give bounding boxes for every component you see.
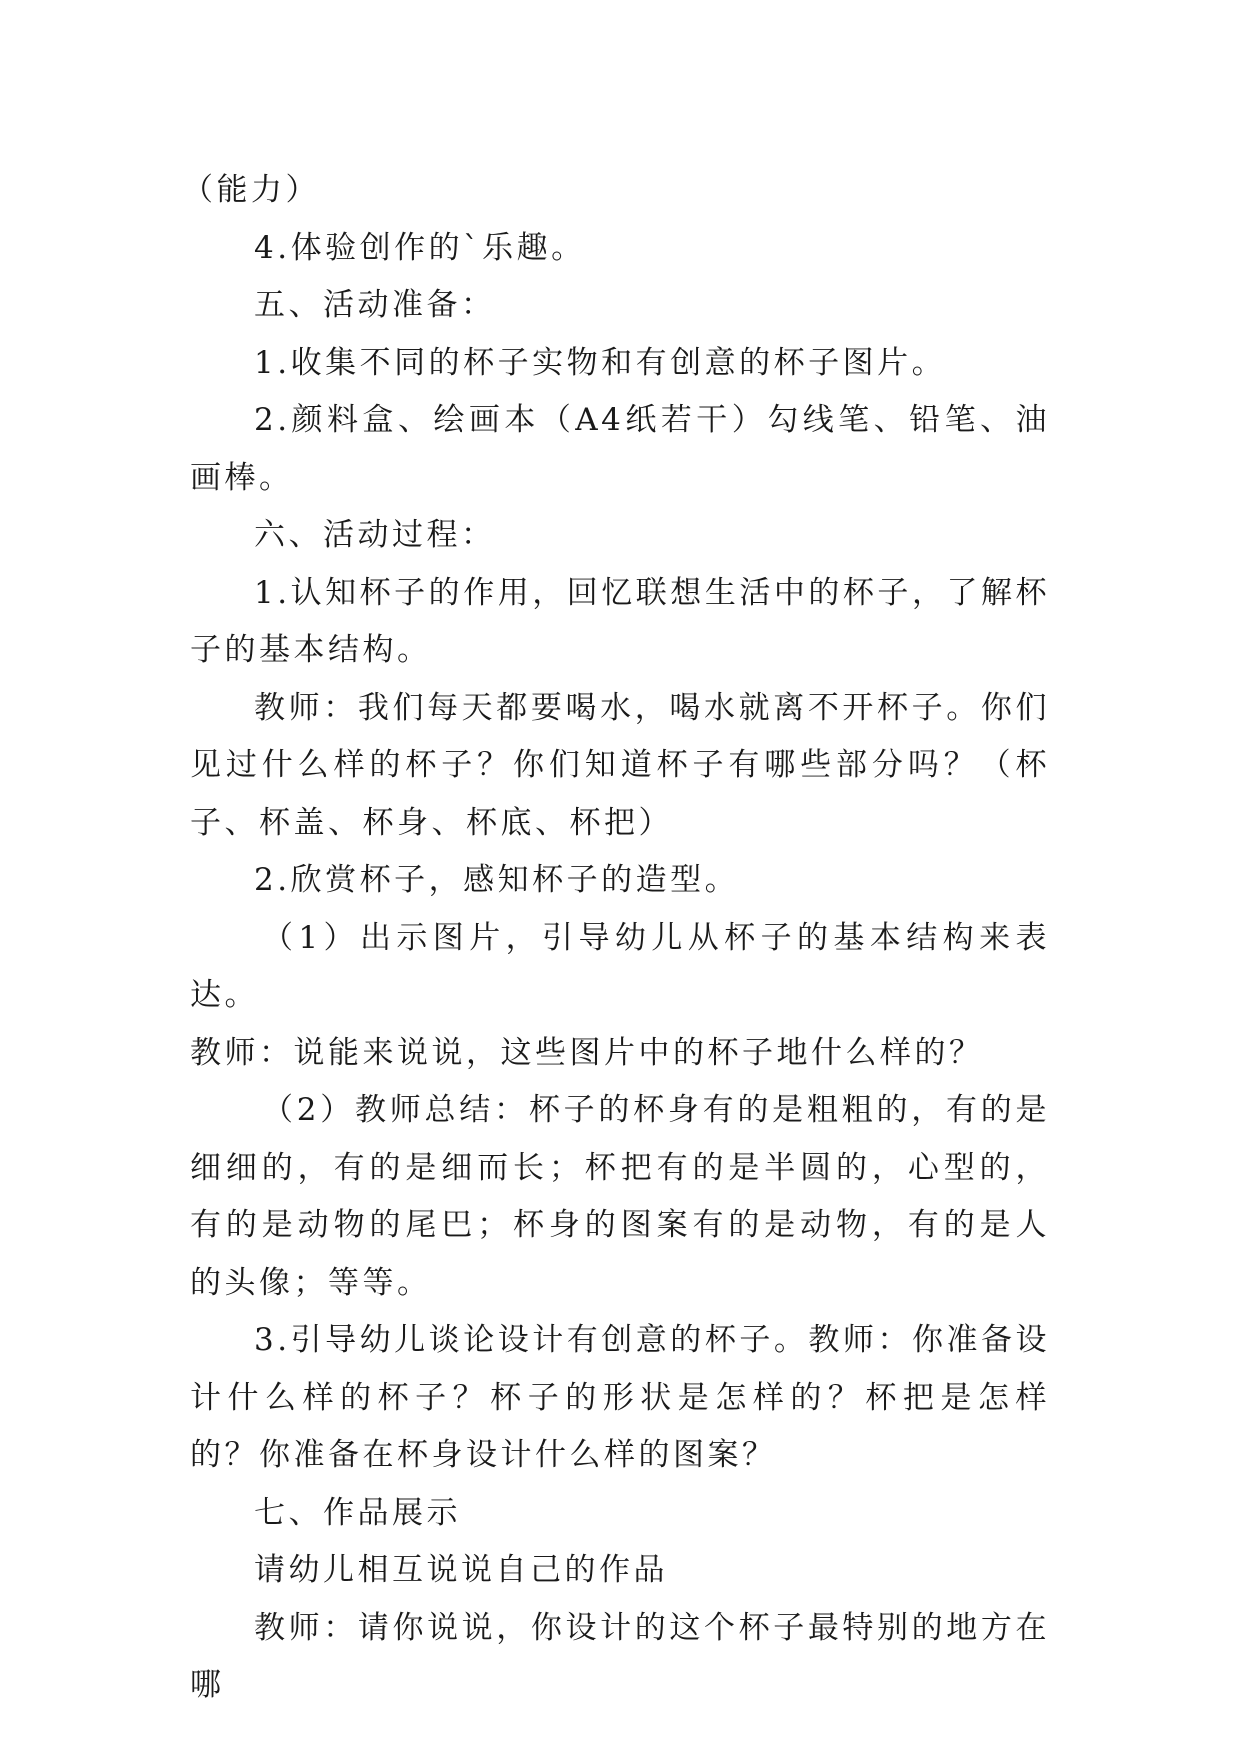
paragraph-ability-note: （能力） [182,172,320,208]
paragraph-process-2-sub-2: （2）教师总结：杯子的杯身有的是粗粗的，有的是细细的，有的是细而长；杯把有的是半圆的，心型的，有的是动物的尾巴；杯身的图案有的是动物，有的是人的头像；等等。 [190,1092,1050,1301]
paragraph-showcase-instruction: 请幼儿相互说说自己的作品 [254,1552,668,1588]
paragraph-process-2-sub-1: （1）出示图片，引导幼儿从杯子的基本结构来表达。 [190,919,1050,1013]
paragraph-teacher-question-1: 教师：我们每天都要喝水，喝水就离不开杯子。你们见过什么样的杯子？你们知道杯子有哪些部分吗？（杯子、杯盖、杯身、杯底、杯把） [190,689,1050,841]
paragraph-teacher-question-2: 教师：说能来说说，这些图片中的杯子地什么样的？ [190,1034,984,1071]
paragraph-process-1: 1.认知杯子的作用，回忆联想生活中的杯子，了解杯子的基本结构。 [190,574,1050,668]
paragraph-process-3: 3.引导幼儿谈论设计有创意的杯子。教师：你准备设计什么样的杯子？杯子的形状是怎样的？杯把是怎样的？你准备在杯身设计什么样的图案？ [190,1322,1050,1473]
paragraph-prep-1: 1.收集不同的杯子实物和有创意的杯子图片。 [254,344,947,381]
section-heading-preparation: 五、活动准备： [254,287,496,323]
document-body [182,162,1050,1715]
paragraph-process-2: 2.欣赏杯子，感知杯子的造型。 [254,862,740,898]
section-heading-process: 六、活动过程： [254,517,496,553]
paragraph-goal-4: 4.体验创作的`乐趣。 [254,229,586,266]
section-heading-showcase: 七、作品展示 [254,1494,461,1531]
paragraph-teacher-question-3: 教师：请你说说，你设计的这个杯子最特别的地方在哪 [190,1609,1050,1703]
paragraph-prep-2: 2.颜料盒、绘画本（A4纸若干）勾线笔、铅笔、油画棒。 [190,402,1050,496]
